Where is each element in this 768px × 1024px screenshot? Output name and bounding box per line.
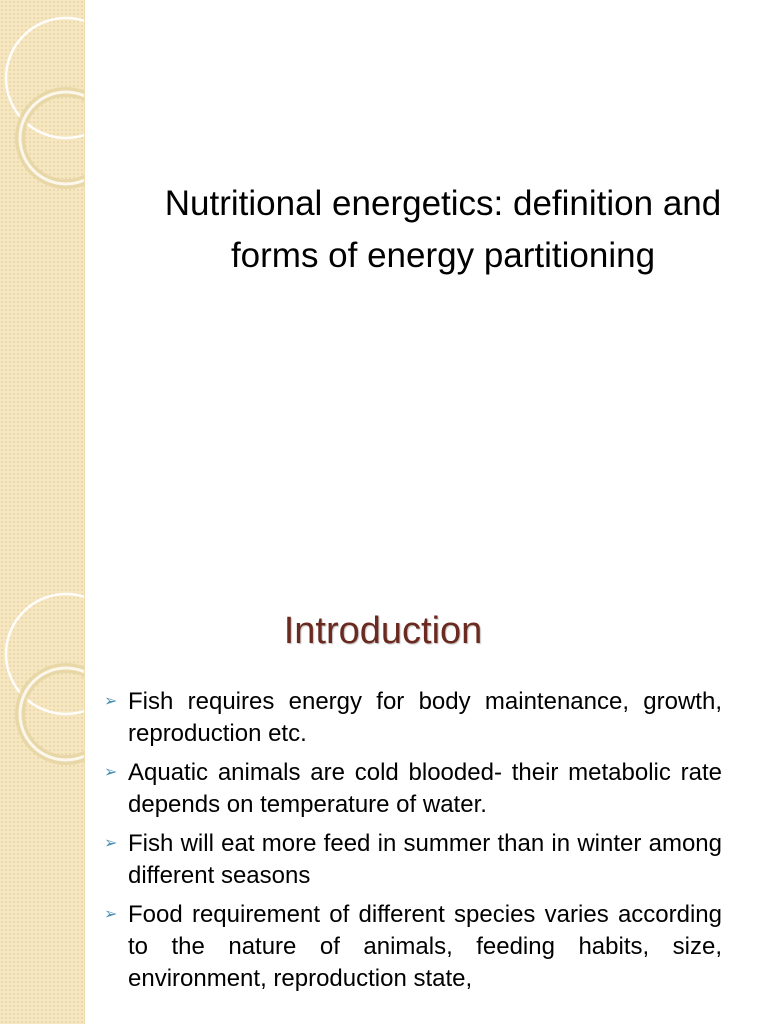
ring-decoration-icon (0, 576, 84, 1024)
arrow-bullet-icon: ➢ (104, 764, 118, 781)
side-decoration-band (0, 0, 85, 576)
list-item-text: Fish requires energy for body maintenance, growth, reproduction etc. (128, 688, 722, 747)
list-item (104, 899, 722, 995)
ring-decoration-icon (0, 0, 84, 576)
section-title: Introduction (283, 610, 483, 652)
arrow-bullet-icon: ➢ (104, 906, 118, 923)
side-decoration-band (0, 576, 85, 1024)
list-item (104, 828, 722, 892)
arrow-bullet-icon: ➢ (104, 693, 118, 710)
list-item (104, 757, 722, 821)
list-item (104, 686, 722, 750)
list-item-text: Fish will eat more feed in summer than in winter among different seasons (128, 830, 722, 889)
list-item-text: Food requirement of different species varies according to the nature of animals, feeding habits, size, environment, reproduction state, (128, 901, 722, 992)
bullet-list (104, 686, 722, 1002)
slide-introduction (0, 576, 768, 1024)
arrow-bullet-icon: ➢ (104, 835, 118, 852)
list-item-text: Aquatic animals are cold blooded- their metabolic rate depends on temperature of water. (128, 759, 722, 818)
slide-title-text: Nutritional energetics: definition and forms of energy partitioning (164, 184, 722, 275)
